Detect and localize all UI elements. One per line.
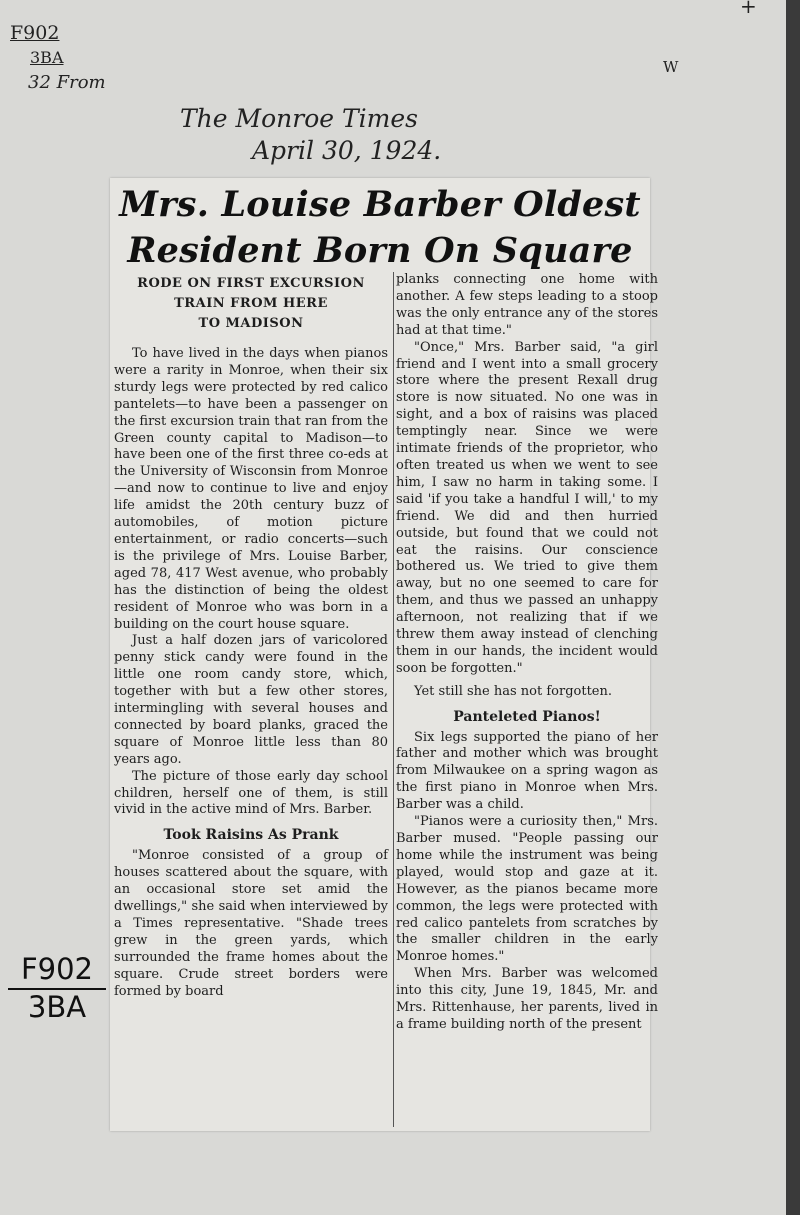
archive-ref-box-line2: 3BA xyxy=(27,990,87,1024)
article-headline xyxy=(110,182,650,274)
article-column-right xyxy=(396,272,658,1034)
archive-ref-box-line1: F902 xyxy=(8,952,106,990)
paragraph-planks-continued: planks connecting one home with another. A few steps leading to a stoop was the only entrance any of the stores had at that time." xyxy=(396,272,658,338)
article-column-left xyxy=(114,274,388,1000)
paragraph-monroe-square: "Monroe consisted of a group of houses scattered about the square, with an occasional store set amid the dwellings," she said when interviewed by a Times representative. "Shade trees grew in the green yards, which surrounded the frame homes about the square. Crude street borders were formed by board xyxy=(114,848,388,999)
handwritten-newspaper-name: The Monroe Times xyxy=(180,104,419,133)
archive-ref-top-line2: 3BA xyxy=(30,48,64,67)
paragraph-candy-store: Just a half dozen jars of varicolored penny stick candy were found in the little one room candy store, which, together with but a few other stores, intermingling with several houses and connected by board planks, graced the square of Monroe little less than 80 years ago. xyxy=(114,633,388,767)
archive-ref-top-line3: 32 From xyxy=(28,72,106,93)
section-heading-raisins: Took Raisins As Prank xyxy=(163,827,339,844)
paragraph-not-forgotten: Yet still she has not forgotten. xyxy=(414,683,613,699)
subhead-line1: RODE ON FIRST EXCURSION xyxy=(137,276,365,291)
newspaper-clipping xyxy=(110,178,658,1131)
scan-edge xyxy=(786,0,800,1215)
handwritten-date: April 30, 1924. xyxy=(252,136,442,165)
paragraph-raisins-story: "Once," Mrs. Barber said, "a girl friend and I went into a small grocery store where the present Rexall drug store is now situated. No one was in sight, and a box of raisins was placed temptingly near. Since we were intimate friends of the proprietor, who often treated us when we went to see him, I saw no harm in taking some. I said 'if you take a handful I will,' to my friend. We did and then hurried outside, but found that we could not eat the raisins. Our conscience bothered us. We tried to give them away, but no one seemed to care for them, and thus we passed an unhappy afternoon, not realizing that if we threw them away instead of clenching them in our hands, the incident would soon be forgotten." xyxy=(396,339,658,676)
headline-line2: Resident Born On Square xyxy=(127,230,633,271)
corner-mark-plus: + xyxy=(740,0,757,18)
paragraph-school-children: The picture of those early day school children, herself one of them, is still vivid in the active mind of Mrs. Barber. xyxy=(114,768,388,818)
archive-ref-top-line1: F902 xyxy=(10,22,60,44)
paragraph-piano-legs: Six legs supported the piano of her father and mother which was brought from Milwaukee on a spring wagon as the first piano in Monroe when Mrs. Barber was a child. xyxy=(396,729,658,813)
subhead-line3: TO MADISON xyxy=(198,316,304,331)
section-heading-pianos: Panteleted Pianos! xyxy=(453,708,601,725)
archive-ref-box xyxy=(8,952,106,1024)
headline-line1: Mrs. Louise Barber Oldest xyxy=(119,184,641,225)
paragraph-pianos-curiosity: "Pianos were a curiosity then," Mrs. Barber mused. "People passing our home while the instrument was being played, would stop and gaze at it. However, as the pianos became more common, the legs were protected with red calico pantelets from scratches by the smaller children in the early Monroe homes." xyxy=(396,814,658,965)
column-divider xyxy=(393,272,394,1127)
article-subhead xyxy=(114,274,388,334)
corner-mark-w: W xyxy=(663,58,679,76)
paragraph-birth: When Mrs. Barber was welcomed into this city, June 19, 1845, Mr. and Mrs. Rittenhause, her parents, lived in a frame building north of the present xyxy=(396,966,658,1032)
paragraph-intro: To have lived in the days when pianos were a rarity in Monroe, when their six sturdy legs were protected by red calico pantelets—to have been a passenger on the first excursion train that ran from the Green county capital to Madison—to have been one of the first three co-eds at the University of Wisconsin from Monroe—and now to continue to live and enjoy life amidst the 20th century buzz of automobiles, of motion picture entertainment, or radio concerts—such is the privilege of Mrs. Louise Barber, aged 78, 417 West avenue, who probably has the distinction of being the oldest resident of Monroe who was born in a building on the court house square. xyxy=(114,346,389,632)
subhead-line2: TRAIN FROM HERE xyxy=(174,296,328,311)
